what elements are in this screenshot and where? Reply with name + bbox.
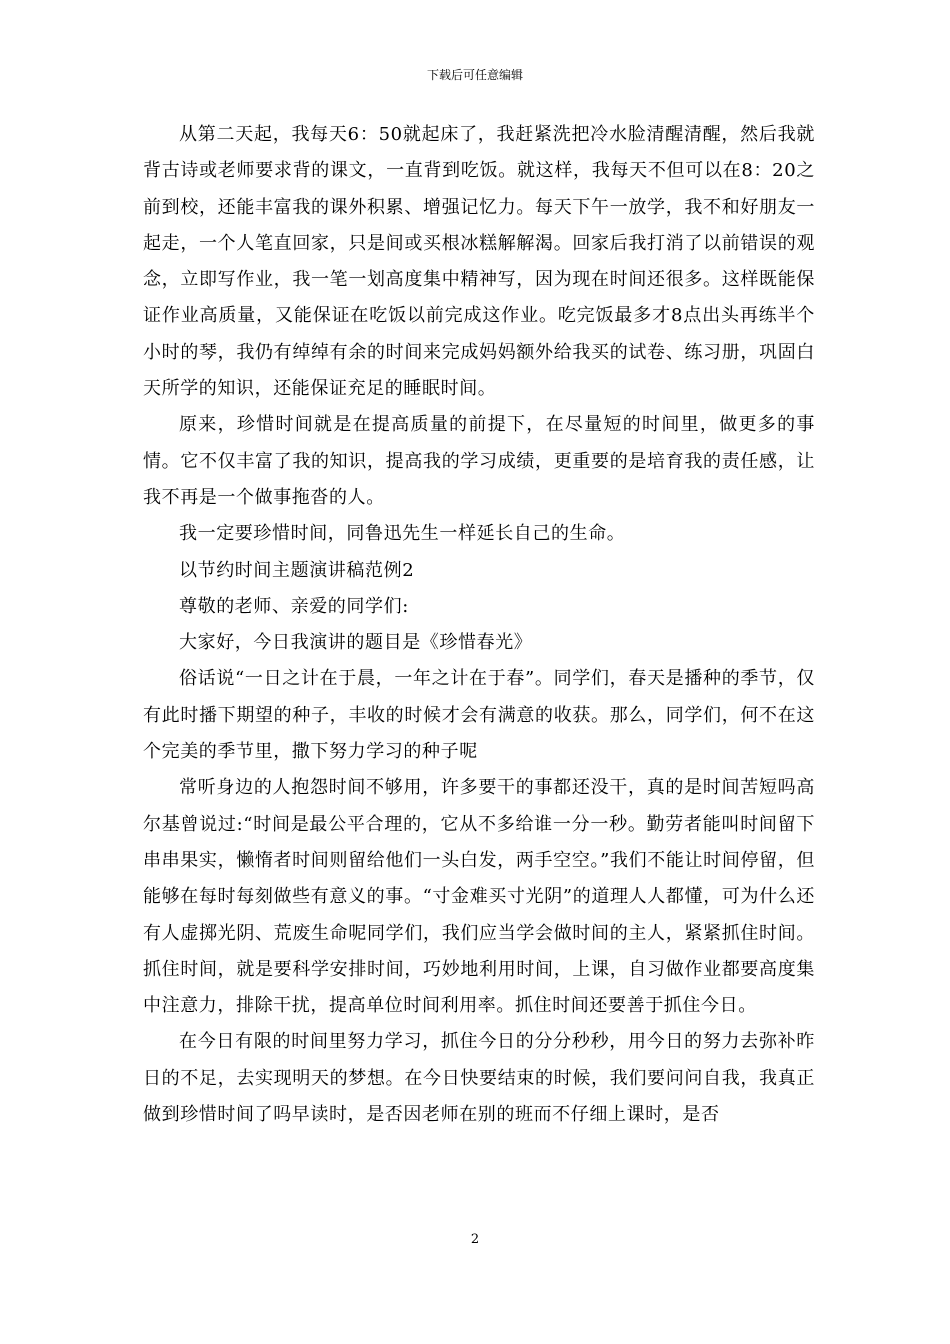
page-header: 下载后可任意编辑 — [426, 68, 523, 82]
page-number: 2 — [470, 1232, 480, 1247]
document-body — [143, 117, 815, 1133]
paragraph: 常听身边的人抱怨时间不够用，许多要干的事都还没干，真的是时间苦短吗高尔基曾说过:“时间是最公平合理的，它从不多给谁一分一秒。勤劳者能叫时间留下串串果实，懒惰者时间则留给他们一头白发，两手空空。”我们不能让时间停留，但能够在每时每刻做些有意义的事。“寸金难买寸光阴”的道理人人都懂，可为什么还有人虚掷光阴、荒废生命呢同学们，我们应当学会做时间的主人，紧紧抓住时间。抓住时间，就是要科学安排时间，巧妙地利用时间，上课，自习做作业都要高度集中注意力，排除干扰，提高单位时间利用率。抓住时间还要善于抓住今日。 — [143, 777, 815, 1017]
paragraph: 原来，珍惜时间就是在提高质量的前提下，在尽量短的时间里，做更多的事情。它不仅丰富了我的知识，提高我的学习成绩，更重要的是培育我的责任感，让我不再是一个做事拖沓的人。 — [143, 414, 815, 508]
paragraph: 在今日有限的时间里努力学习，抓住今日的分分秒秒，用今日的努力去弥补昨日的不足，去实现明天的梦想。在今日快要结束的时候，我们要问问自我，我真正做到珍惜时间了吗早读时，是否因老师在别的班而不仔细上课时，是否 — [143, 1031, 815, 1126]
paragraph: 从第二天起，我每天6：50就起床了，我赶紧洗把冷水脸清醒清醒，然后我就背古诗或老师要求背的课文，一直背到吃饭。就这样，我每天不但可以在8：20之前到校，还能丰富我的课外积累、增强记忆力。每天下午一放学，我不和好朋友一起走，一个人笔直回家，只是间或买根冰糕解解渴。回家后我打消了以前错误的观念，立即写作业，我一笔一划高度集中精神写，因为现在时间还很多。这样既能保证作业高质量，又能保证在吃饭以前完成这作业。吃完饭最多才8点出头再练半个小时的琴，我仍有绰绰有余的时间来完成妈妈额外给我买的试卷、练习册，巩固白天所学的知识，还能保证充足的睡眠时间。 — [143, 124, 815, 400]
paragraph: 我一定要珍惜时间，同鲁迅先生一样延长自己的生命。 — [179, 523, 626, 545]
salutation: 尊敬的老师、亲爱的同学们: — [179, 595, 409, 617]
section-title: 以节约时间主题演讲稿范例2 — [179, 559, 415, 581]
paragraph: 大家好，今日我演讲的题目是《珍惜春光》 — [179, 632, 533, 654]
paragraph: 俗话说“一日之计在于晨，一年之计在于春”。同学们，春天是播种的季节，仅有此时播下期望的种子，丰收的时候才会有满意的收获。那么，同学们，何不在这个完美的季节里，撒下努力学习的种子呢 — [143, 668, 815, 763]
